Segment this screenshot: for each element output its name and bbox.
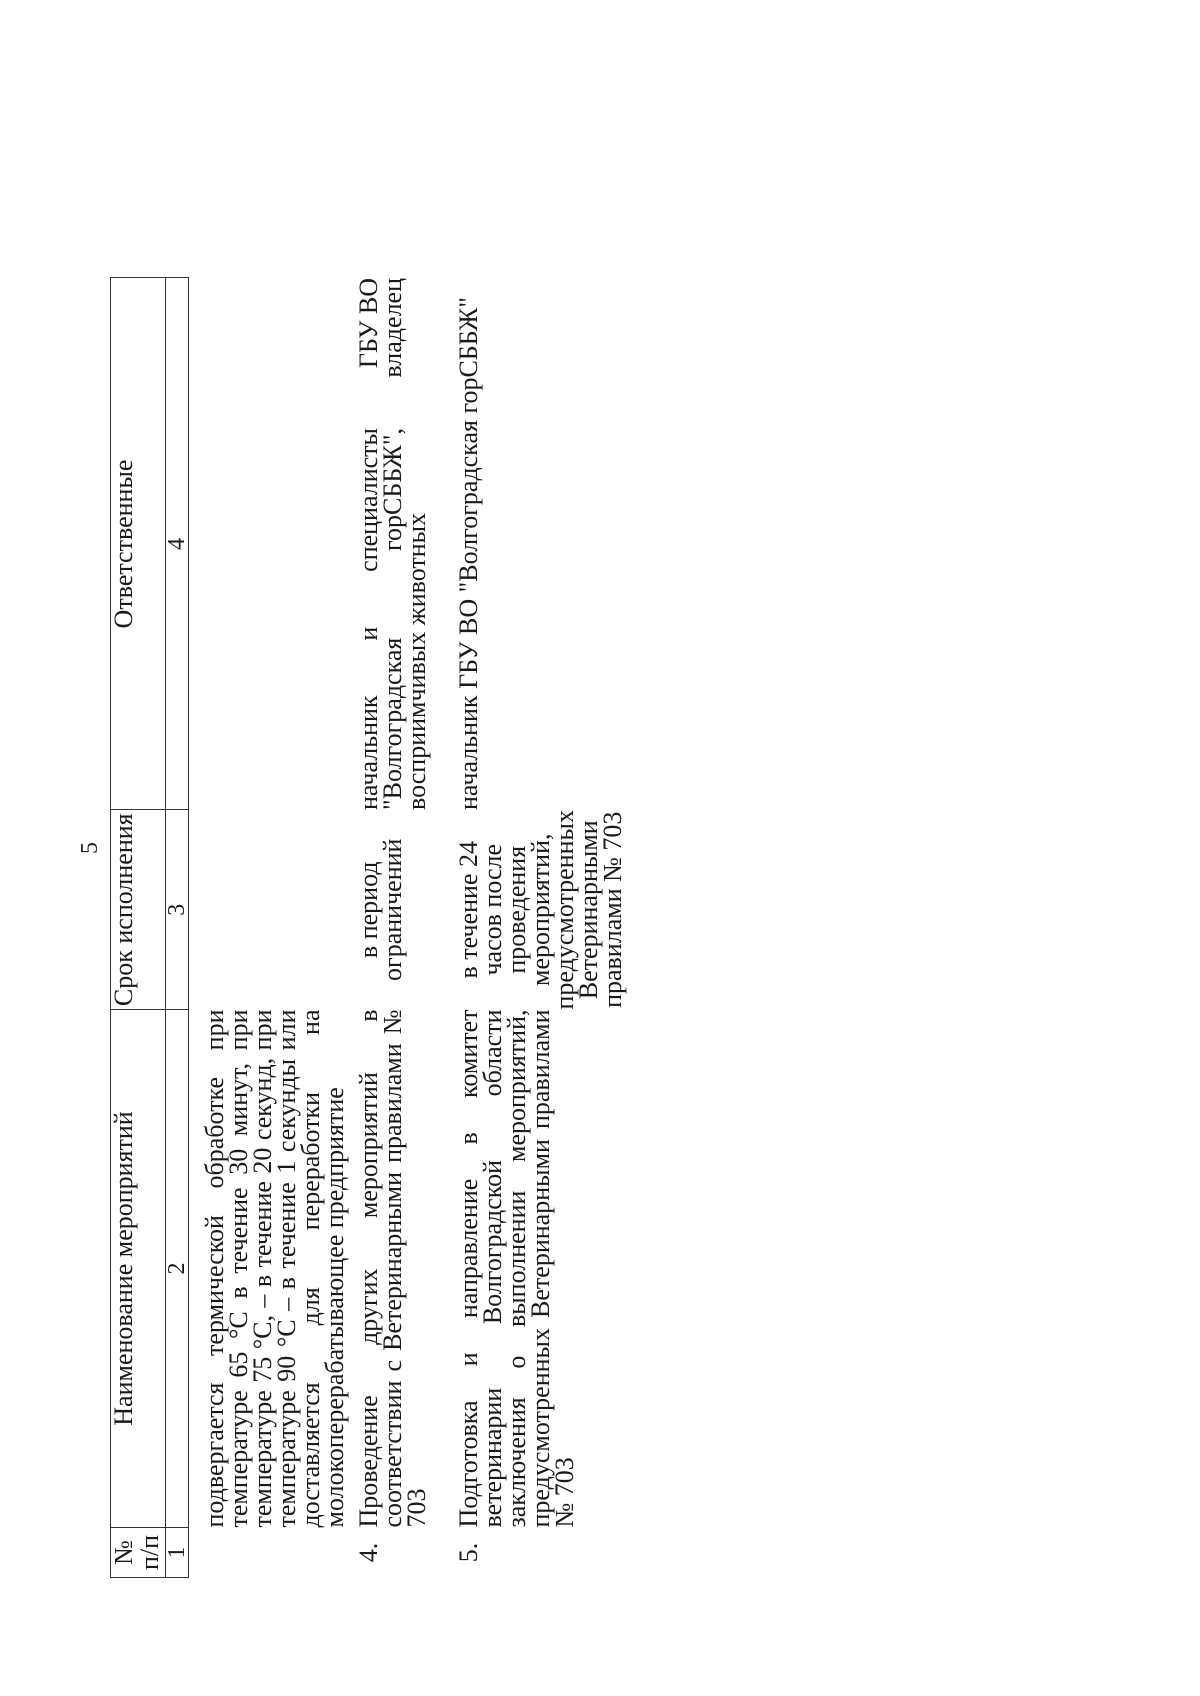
row-responsible (347, 278, 447, 810)
table-row-continuation (189, 278, 348, 1578)
header-term: Срок исполнения (111, 810, 166, 1010)
table-header-row (111, 278, 166, 1578)
header-num: № п/п (111, 1528, 166, 1578)
row-number: 4. (354, 1542, 383, 1563)
page-number: 5 (77, 842, 103, 854)
col-number-4: 4 (166, 278, 189, 810)
responsible-extra: ГБУ ВО владелец (354, 277, 407, 378)
row-measure: Проведение других мероприятий в соответствии с Ветеринарными правилами № 703 (354, 1009, 431, 1528)
col-number-2: 2 (166, 1010, 189, 1528)
table-row (347, 278, 447, 1578)
header-name: Наименование мероприятий (111, 1010, 166, 1528)
rotated-table-container (110, 38, 1110, 1578)
row-term: в период ограничений (354, 838, 407, 981)
table-row (447, 278, 625, 1578)
responsible-text: начальник и специалисты "Волгоградская горСББЖ", восприимчивых животных (354, 427, 431, 810)
col-number-1: 1 (166, 1528, 189, 1578)
row-responsible: начальник ГБУ ВО "Волгоградская горСББЖ" (454, 297, 483, 810)
continuation-resp (189, 278, 348, 810)
continuation-term (189, 810, 348, 1010)
row-number: 5. (454, 1542, 483, 1563)
col-number-3: 3 (166, 810, 189, 1010)
continuation-text: подвергается термической обработке при температуре 65 °С в течение 30 минут, при температуре 75 °С, – в течение 20 секунд, при температуре 90 °С – в течение 1 секунды или доставляется для переработки на молокоперерабатывающее предприятие (200, 1009, 349, 1528)
header-resp: Ответственные (111, 278, 166, 810)
measures-table (110, 277, 625, 1578)
row-measure: Подготовка и направление в комитет ветеринарии Волгоградской области заключения о выполнении мероприятий, предусмотренных Ветеринарными правилами № 703 (454, 1009, 579, 1528)
row-term: в течение 24 часов после проведения мероприятий, предусмотренных Ветеринарными правилами № 703 (454, 809, 627, 1010)
column-number-row (166, 278, 189, 1578)
